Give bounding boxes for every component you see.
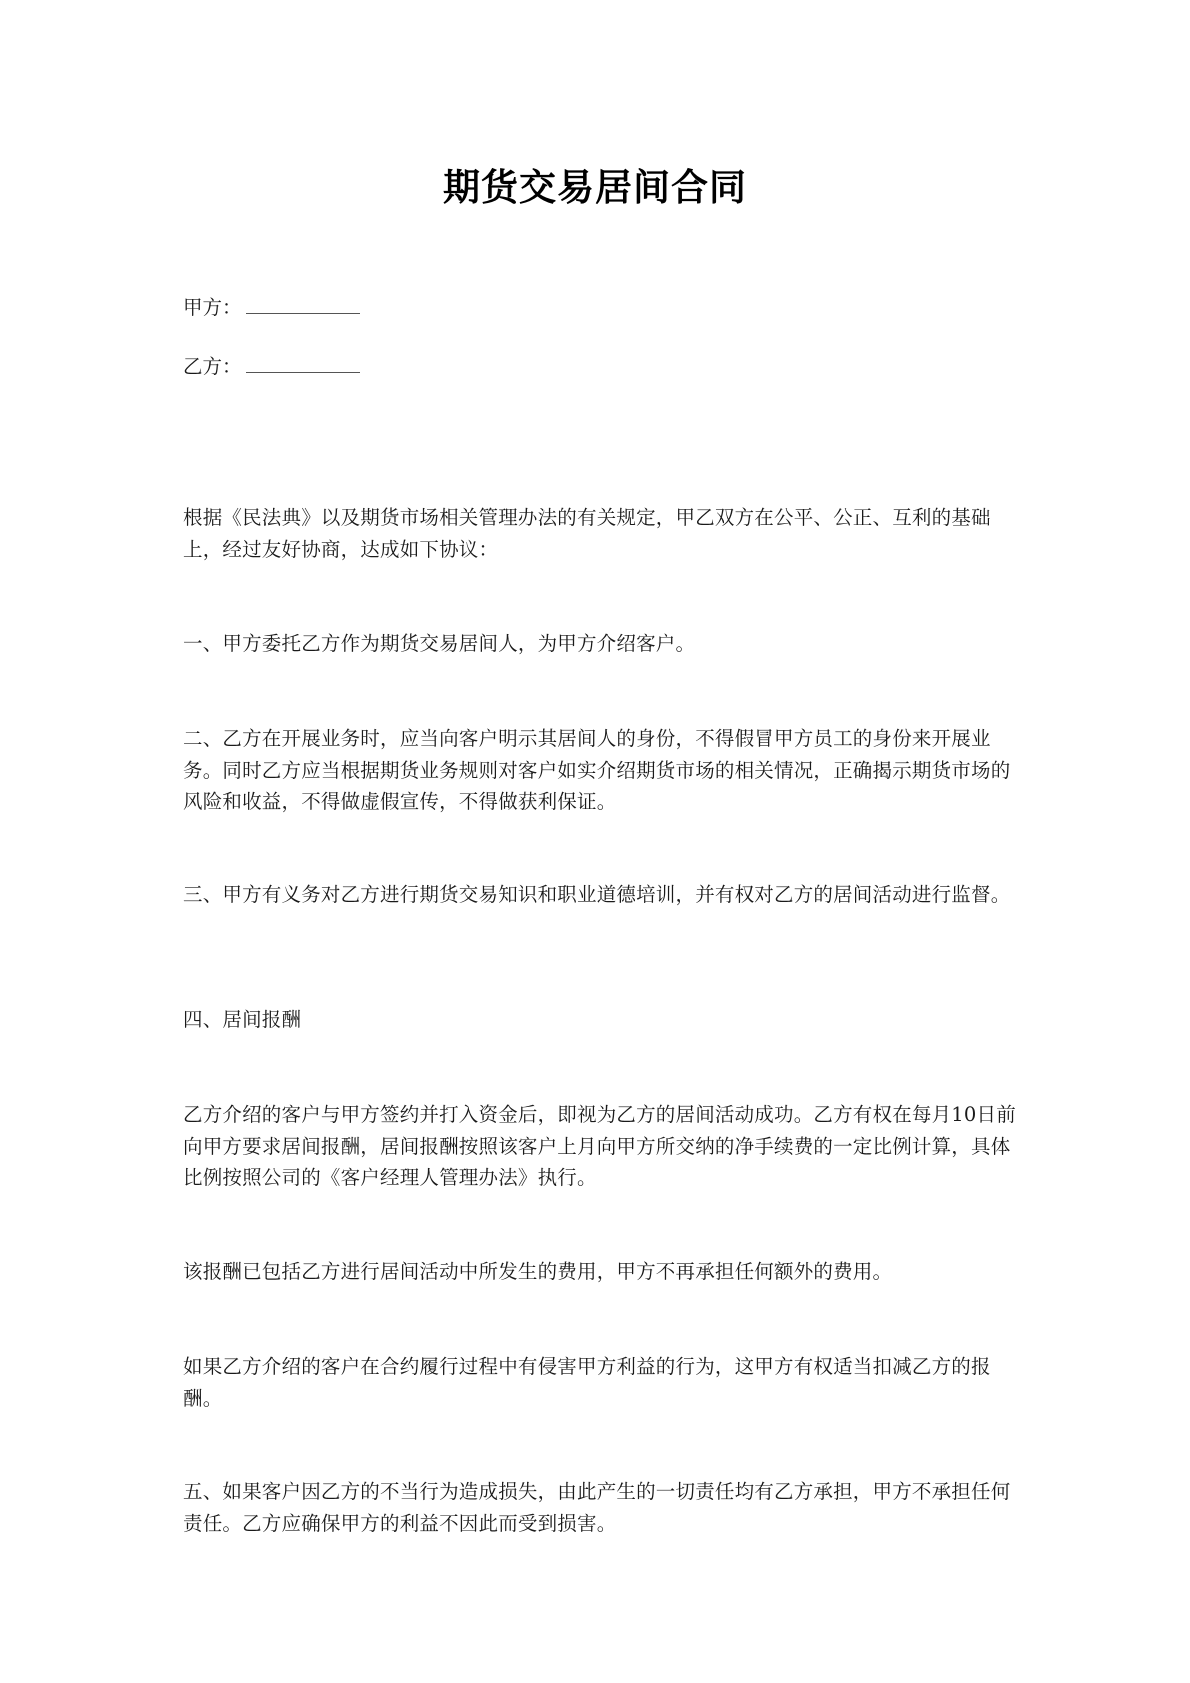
party-a-label: 甲方： [183, 296, 242, 319]
clause-5: 五、如果客户因乙方的不当行为造成损失，由此产生的一切责任均有乙方承担，甲方不承担任何责任。乙方应确保甲方的利益不因此而受到损害。 [183, 1480, 1011, 1535]
preamble-paragraph: 根据《民法典》以及期货市场相关管理办法的有关规定，甲乙双方在公平、公正、互利的基础上，经过友好协商，达成如下协议： [183, 506, 991, 561]
clause-2: 二、乙方在开展业务时，应当向客户明示其居间人的身份，不得假冒甲方员工的身份来开展业务。同时乙方应当根据期货业务规则对客户如实介绍期货市场的相关情况，正确揭示期货市场的风险和收益，不得做虚假宣传，不得做获利保证。 [183, 727, 1011, 813]
clause-4-paragraph-3: 如果乙方介绍的客户在合约履行过程中有侵害甲方利益的行为，这甲方有权适当扣减乙方的报酬。 [183, 1355, 991, 1410]
clause-1: 一、甲方委托乙方作为期货交易居间人，为甲方介绍客户。 [183, 632, 696, 655]
clause-4-paragraph-1: 乙方介绍的客户与甲方签约并打入资金后，即视为乙方的居间活动成功。乙方有权在每月10日前向甲方要求居间报酬，居间报酬按照该客户上月向甲方所交纳的净手续费的一定比例计算，具体比例按照公司的《客户经理人管理办法》执行。 [183, 1103, 1016, 1189]
clause-3: 三、甲方有义务对乙方进行期货交易知识和职业道德培训，并有权对乙方的居间活动进行监督。 [183, 883, 1011, 906]
party-b-line [183, 352, 360, 382]
party-b-blank [246, 354, 360, 373]
clause-4-heading: 四、居间报酬 [183, 1008, 302, 1031]
document-title: 期货交易居间合同 [443, 165, 747, 209]
party-a-line [183, 293, 360, 323]
clause-4-paragraph-2: 该报酬已包括乙方进行居间活动中所发生的费用，甲方不再承担任何额外的费用。 [183, 1260, 893, 1283]
party-a-blank [246, 295, 360, 314]
party-b-label: 乙方： [183, 355, 242, 378]
